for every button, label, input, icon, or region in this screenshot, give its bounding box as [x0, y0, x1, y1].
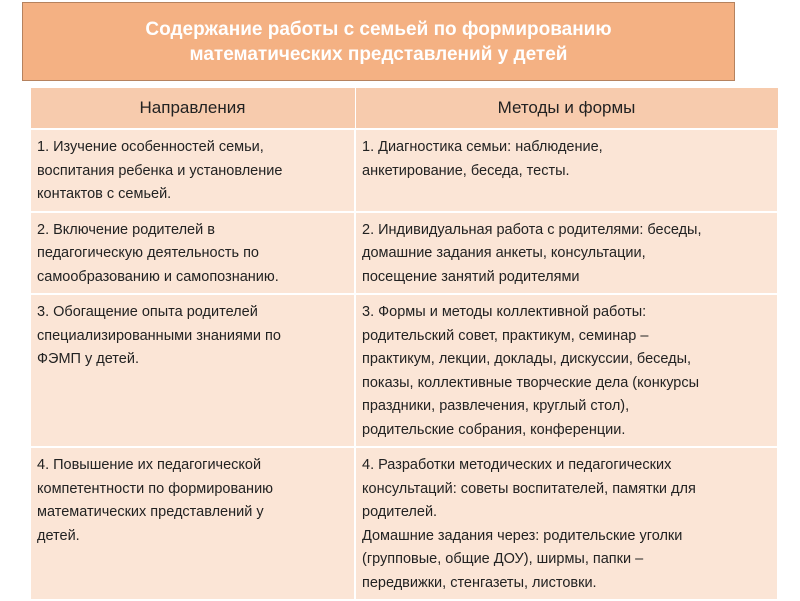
cell-text-line: детей. — [37, 527, 80, 544]
slide-title-line-2: математических представлений у детей — [189, 43, 568, 65]
table-row — [30, 294, 778, 447]
cell-text-line: передвижки, стенгазеты, листовки. — [362, 574, 597, 591]
cell-text-line: ФЭМП у детей. — [37, 351, 139, 367]
cell-text-line: специализированными знаниями по — [37, 327, 281, 344]
cell-text-line: 1. Изучение особенностей семьи, — [37, 139, 264, 155]
slide-title-line-1: Содержание работы с семьей по формированию — [145, 18, 612, 40]
cell-text-line: 2. Индивидуальная работа с родителями: беседы, — [362, 221, 702, 238]
cell-text-line: 3. Формы и методы коллективной работы: — [362, 304, 647, 320]
cell-text-line: домашние задания анкеты, консультации, — [362, 245, 646, 261]
cell-text-line: компетентности по формированию — [37, 480, 274, 497]
cell-text-line: консультаций: советы воспитателей, памятки для — [362, 480, 696, 497]
content-table — [29, 87, 779, 601]
cell-text-line: родительский совет, практикум, семинар – — [362, 327, 649, 344]
cell-text-line: практикум, лекции, доклады, дискуссии, беседы, — [362, 351, 692, 367]
cell-text-line: контактов с семьей. — [37, 186, 172, 202]
cell-text-line: 1. Диагностика семьи: наблюдение, — [362, 139, 603, 155]
cell-text-line: родительские собрания, конференции. — [362, 421, 626, 438]
table-header-row — [30, 88, 778, 130]
cell-text-line: показы, коллективные творческие дела (конкурсы — [362, 374, 700, 391]
header-methods-forms: Методы и формы — [355, 88, 778, 130]
cell-text-line: 2. Включение родителей в — [37, 221, 215, 238]
direction-cell — [30, 294, 355, 447]
cell-text-line: математических представлений у — [37, 504, 264, 520]
methods-cell — [355, 129, 778, 212]
cell-text-line: Домашние задания через: родительские уголки — [362, 527, 683, 544]
direction-cell — [30, 129, 355, 212]
direction-cell — [30, 447, 355, 600]
header-directions: Направления — [30, 88, 355, 130]
methods-cell — [355, 447, 778, 600]
cell-text-line: родителей. — [362, 504, 438, 520]
cell-text-line: 4. Повышение их педагогической — [37, 457, 262, 473]
table-row — [30, 212, 778, 295]
cell-text-line: (групповые, общие ДОУ), ширмы, папки – — [362, 551, 644, 567]
cell-text-line: 3. Обогащение опыта родителей — [37, 304, 258, 320]
table-row — [30, 447, 778, 600]
table-row — [30, 129, 778, 212]
cell-text-line: праздники, развлечения, круглый стол), — [362, 398, 630, 414]
cell-text-line: педагогическую деятельность по — [37, 245, 259, 261]
cell-text-line: посещение занятий родителями — [362, 268, 580, 285]
cell-text-line: воспитания ребенка и установление — [37, 162, 283, 179]
slide-title — [22, 2, 735, 81]
cell-text-line: анкетирование, беседа, тесты. — [362, 162, 570, 179]
methods-cell — [355, 212, 778, 295]
cell-text-line: самообразованию и самопознанию. — [37, 268, 279, 285]
direction-cell — [30, 212, 355, 295]
cell-text-line: 4. Разработки методических и педагогических — [362, 457, 672, 473]
methods-cell — [355, 294, 778, 447]
